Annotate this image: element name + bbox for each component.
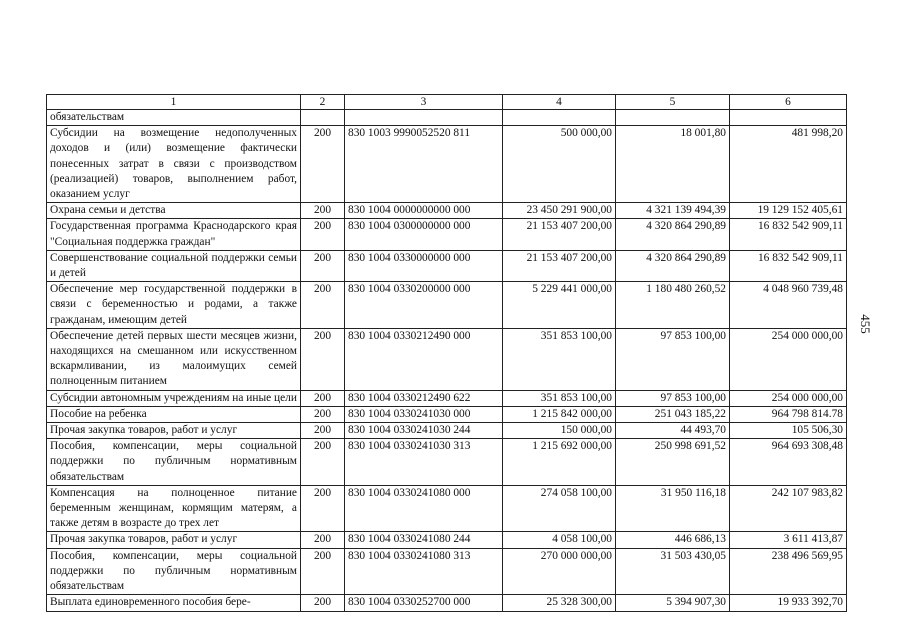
row-name: Пособие на ребенка <box>47 406 301 422</box>
column-number-4: 4 <box>503 95 616 110</box>
row-executed-amount: 44 493,70 <box>616 423 730 439</box>
row-remaining-amount: 16 832 542 909,11 <box>730 219 847 250</box>
row-remaining-amount: 481 998,20 <box>730 126 847 203</box>
row-plan-amount: 270 000 000,00 <box>503 548 616 595</box>
row-budget-code: 830 1004 0330252700 000 <box>345 595 503 611</box>
row-budget-code: 830 1004 0330241030 313 <box>345 439 503 486</box>
row-name: Прочая закупка товаров, работ и услуг <box>47 423 301 439</box>
row-plan-amount: 23 450 291 900,00 <box>503 203 616 219</box>
row-remaining-amount: 254 000 000,00 <box>730 390 847 406</box>
row-remaining-amount: 19 129 152 405,61 <box>730 203 847 219</box>
row-budget-code: 830 1004 0330241030 244 <box>345 423 503 439</box>
row-plan-amount: 150 000,00 <box>503 423 616 439</box>
row-executed-amount: 4 321 139 494,39 <box>616 203 730 219</box>
row-name: Обеспечение мер государственной поддержки в связи с беременностью и родами, а также гражданам, имеющим детей <box>47 282 301 329</box>
row-name: Обеспечение детей первых шести месяцев жизни, находящихся на смешанном или искусственном вскармливании, из малоимущих семей полноценным питанием <box>47 328 301 390</box>
row-plan-amount: 1 215 692 000,00 <box>503 439 616 486</box>
row-executed-amount: 31 950 116,18 <box>616 485 730 532</box>
row-plan-amount: 21 153 407 200,00 <box>503 250 616 281</box>
row-plan-amount: 25 328 300,00 <box>503 595 616 611</box>
row-budget-code: 830 1004 0330241030 000 <box>345 406 503 422</box>
table-row <box>47 595 847 611</box>
row-executed-amount <box>616 110 730 126</box>
column-number-1: 1 <box>47 95 301 110</box>
row-executed-amount: 97 853 100,00 <box>616 328 730 390</box>
row-executed-amount: 446 686,13 <box>616 532 730 548</box>
table-row <box>47 548 847 595</box>
row-executed-amount: 97 853 100,00 <box>616 390 730 406</box>
table-row <box>47 532 847 548</box>
table-row <box>47 203 847 219</box>
table-row <box>47 485 847 532</box>
row-remaining-amount: 19 933 392,70 <box>730 595 847 611</box>
row-executed-amount: 4 320 864 290,89 <box>616 219 730 250</box>
row-plan-amount: 1 215 842 000,00 <box>503 406 616 422</box>
row-plan-amount: 351 853 100,00 <box>503 328 616 390</box>
row-admin-code: 200 <box>301 439 345 486</box>
row-remaining-amount: 242 107 983,82 <box>730 485 847 532</box>
budget-execution-table <box>46 94 847 612</box>
row-remaining-amount: 238 496 569,95 <box>730 548 847 595</box>
row-admin-code: 200 <box>301 595 345 611</box>
row-admin-code: 200 <box>301 328 345 390</box>
row-admin-code: 200 <box>301 548 345 595</box>
row-admin-code: 200 <box>301 126 345 203</box>
row-plan-amount <box>503 110 616 126</box>
table-row <box>47 110 847 126</box>
row-remaining-amount: 105 506,30 <box>730 423 847 439</box>
row-executed-amount: 31 503 430,05 <box>616 548 730 595</box>
row-budget-code: 830 1004 0330212490 622 <box>345 390 503 406</box>
row-admin-code: 200 <box>301 423 345 439</box>
row-plan-amount: 274 058 100,00 <box>503 485 616 532</box>
row-budget-code: 830 1004 0330212490 000 <box>345 328 503 390</box>
row-plan-amount: 351 853 100,00 <box>503 390 616 406</box>
row-budget-code: 830 1004 0000000000 000 <box>345 203 503 219</box>
column-number-5: 5 <box>616 95 730 110</box>
row-name: Государственная программа Краснодарского края "Социальная поддержка граждан" <box>47 219 301 250</box>
row-name: Пособия, компенсации, меры социальной поддержки по публичным нормативным обязательствам <box>47 548 301 595</box>
row-budget-code: 830 1004 0330241080 244 <box>345 532 503 548</box>
row-budget-code: 830 1004 0330000000 000 <box>345 250 503 281</box>
row-name: Субсидии на возмещение недополученных доходов и (или) возмещение фактически понесенных затрат в связи с производством (реализацией) товаров, выполнением работ, оказанием услуг <box>47 126 301 203</box>
row-budget-code: 830 1003 9990052520 811 <box>345 126 503 203</box>
row-remaining-amount: 4 048 960 739,48 <box>730 282 847 329</box>
table-row <box>47 439 847 486</box>
table-row <box>47 126 847 203</box>
table-row <box>47 328 847 390</box>
row-executed-amount: 5 394 907,30 <box>616 595 730 611</box>
row-admin-code: 200 <box>301 219 345 250</box>
row-plan-amount: 5 229 441 000,00 <box>503 282 616 329</box>
table-row <box>47 250 847 281</box>
column-number-6: 6 <box>730 95 847 110</box>
row-name: Субсидии автономным учреждениям на иные цели <box>47 390 301 406</box>
row-budget-code: 830 1004 0330241080 000 <box>345 485 503 532</box>
table-row <box>47 390 847 406</box>
row-plan-amount: 21 153 407 200,00 <box>503 219 616 250</box>
row-name: обязательствам <box>47 110 301 126</box>
table-row <box>47 219 847 250</box>
row-plan-amount: 4 058 100,00 <box>503 532 616 548</box>
row-admin-code: 200 <box>301 406 345 422</box>
row-name: Компенсация на полноценное питание беременным женщинам, кормящим матерям, а также детям в возрасте до трех лет <box>47 485 301 532</box>
table-row <box>47 282 847 329</box>
row-admin-code: 200 <box>301 203 345 219</box>
row-name: Охрана семьи и детства <box>47 203 301 219</box>
row-remaining-amount: 254 000 000,00 <box>730 328 847 390</box>
row-budget-code: 830 1004 0300000000 000 <box>345 219 503 250</box>
table-row <box>47 406 847 422</box>
row-executed-amount: 4 320 864 290,89 <box>616 250 730 281</box>
row-remaining-amount: 964 693 308,48 <box>730 439 847 486</box>
column-number-2: 2 <box>301 95 345 110</box>
row-budget-code: 830 1004 0330200000 000 <box>345 282 503 329</box>
row-name: Совершенствование социальной поддержки семьи и детей <box>47 250 301 281</box>
row-name: Пособия, компенсации, меры социальной поддержки по публичным нормативным обязательствам <box>47 439 301 486</box>
row-remaining-amount <box>730 110 847 126</box>
row-budget-code <box>345 110 503 126</box>
column-number-row <box>47 95 847 110</box>
row-admin-code: 200 <box>301 485 345 532</box>
row-remaining-amount: 16 832 542 909,11 <box>730 250 847 281</box>
row-name: Выплата единовременного пособия бере- <box>47 595 301 611</box>
row-executed-amount: 18 001,80 <box>616 126 730 203</box>
row-plan-amount: 500 000,00 <box>503 126 616 203</box>
row-budget-code: 830 1004 0330241080 313 <box>345 548 503 595</box>
row-remaining-amount: 3 611 413,87 <box>730 532 847 548</box>
row-admin-code: 200 <box>301 390 345 406</box>
row-admin-code: 200 <box>301 250 345 281</box>
row-remaining-amount: 964 798 814.78 <box>730 406 847 422</box>
column-number-3: 3 <box>345 95 503 110</box>
row-executed-amount: 250 998 691,52 <box>616 439 730 486</box>
row-executed-amount: 251 043 185,22 <box>616 406 730 422</box>
row-executed-amount: 1 180 480 260,52 <box>616 282 730 329</box>
page-number: 455 <box>857 314 873 334</box>
table-row <box>47 423 847 439</box>
row-admin-code: 200 <box>301 282 345 329</box>
row-admin-code <box>301 110 345 126</box>
row-admin-code: 200 <box>301 532 345 548</box>
row-name: Прочая закупка товаров, работ и услуг <box>47 532 301 548</box>
